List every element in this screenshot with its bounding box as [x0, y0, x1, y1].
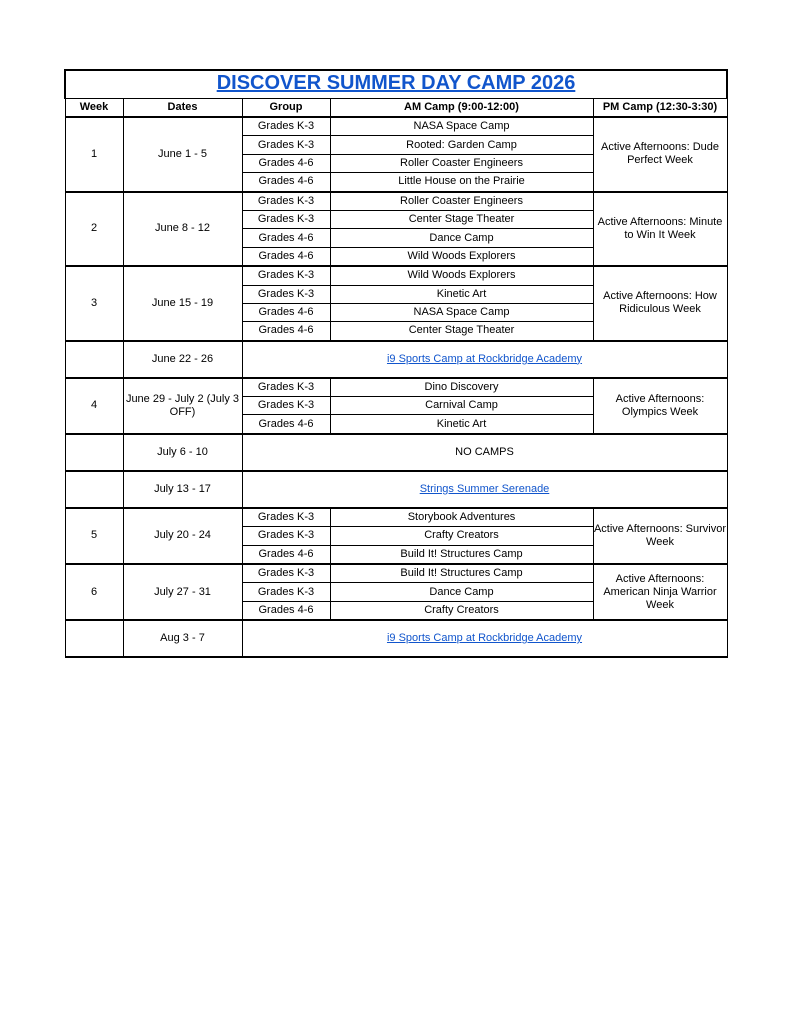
am-camp-name: Carnival Camp [330, 397, 593, 415]
session-group: Grades 4-6 [242, 601, 330, 620]
session-group: Grades 4-6 [242, 154, 330, 172]
session-group: Grades K-3 [242, 117, 330, 136]
session-group: Grades K-3 [242, 210, 330, 228]
session-group: Grades K-3 [242, 508, 330, 527]
am-camp-name: Center Stage Theater [330, 322, 593, 341]
pm-camp-name [593, 192, 727, 267]
week-number: 1 [65, 117, 123, 192]
am-camp-name: Wild Woods Explorers [330, 266, 593, 285]
am-camp-name: Roller Coaster Engineers [330, 192, 593, 211]
week-dates: July 13 - 17 [123, 471, 242, 508]
am-camp-name: Rooted: Garden Camp [330, 136, 593, 154]
session-group: Grades K-3 [242, 564, 330, 583]
session-row [65, 266, 727, 285]
pm-camp-text: Active Afternoons: How Ridiculous Week [603, 290, 717, 316]
week-dates: June 1 - 5 [123, 117, 242, 192]
session-group: Grades 4-6 [242, 415, 330, 434]
special-week-row [65, 341, 727, 378]
session-group: Grades K-3 [242, 192, 330, 211]
week-number [65, 434, 123, 471]
pm-camp-name [593, 564, 727, 620]
pm-camp-name [593, 117, 727, 192]
session-group: Grades K-3 [242, 378, 330, 397]
session-group: Grades 4-6 [242, 173, 330, 192]
special-week-row [65, 434, 727, 471]
session-row [65, 378, 727, 397]
am-camp-name: Kinetic Art [330, 285, 593, 303]
pm-camp-text: Active Afternoons: Minute to Win It Week [597, 215, 723, 241]
header-am-camp: AM Camp (9:00-12:00) [330, 99, 593, 118]
pm-camp-name [593, 508, 727, 564]
special-program-link[interactable]: i9 Sports Camp at Rockbridge Academy [386, 632, 583, 645]
week-number [65, 620, 123, 657]
session-group: Grades K-3 [242, 136, 330, 154]
session-group: Grades K-3 [242, 583, 330, 601]
session-group: Grades K-3 [242, 266, 330, 285]
session-group: Grades 4-6 [242, 545, 330, 564]
am-camp-name: Dance Camp [330, 583, 593, 601]
am-camp-name: Center Stage Theater [330, 210, 593, 228]
pm-camp-text: Active Afternoons: Dude Perfect Week [600, 141, 719, 167]
session-group: Grades K-3 [242, 527, 330, 545]
week-number [65, 341, 123, 378]
title-row [65, 70, 727, 99]
special-program-cell [242, 471, 727, 508]
page-title-link[interactable]: DISCOVER SUMMER DAY CAMP 2026 [216, 71, 576, 94]
week-dates: Aug 3 - 7 [123, 620, 242, 657]
session-group: Grades 4-6 [242, 322, 330, 341]
am-camp-name: Little House on the Prairie [330, 173, 593, 192]
am-camp-name: Build It! Structures Camp [330, 545, 593, 564]
session-group: Grades K-3 [242, 285, 330, 303]
am-camp-name: Build It! Structures Camp [330, 564, 593, 583]
am-camp-name: Storybook Adventures [330, 508, 593, 527]
pm-camp-text: Active Afternoons: Survivor Week [593, 522, 727, 548]
no-camps-label: NO CAMPS [455, 445, 514, 458]
week-number: 3 [65, 266, 123, 341]
week-dates: June 8 - 12 [123, 192, 242, 267]
session-group: Grades K-3 [242, 397, 330, 415]
am-camp-name: Crafty Creators [330, 527, 593, 545]
week-number [65, 471, 123, 508]
session-row [65, 564, 727, 583]
am-camp-name: NASA Space Camp [330, 117, 593, 136]
header-week: Week [65, 99, 123, 118]
week-dates: July 27 - 31 [123, 564, 242, 620]
pm-camp-name [593, 378, 727, 434]
pm-camp-text: Active Afternoons: Olympics Week [615, 392, 705, 418]
week-dates: June 22 - 26 [123, 341, 242, 378]
pm-camp-name [593, 266, 727, 341]
session-group: Grades 4-6 [242, 303, 330, 321]
am-camp-name: Dance Camp [330, 229, 593, 247]
header-dates: Dates [123, 99, 242, 118]
am-camp-name: Roller Coaster Engineers [330, 154, 593, 172]
week-number: 4 [65, 378, 123, 434]
special-program-cell [242, 341, 727, 378]
session-row [65, 508, 727, 527]
week-number: 6 [65, 564, 123, 620]
week-dates: July 20 - 24 [123, 508, 242, 564]
session-group: Grades 4-6 [242, 229, 330, 247]
am-camp-name: Wild Woods Explorers [330, 247, 593, 266]
am-camp-name: Kinetic Art [330, 415, 593, 434]
week-number: 2 [65, 192, 123, 267]
session-row [65, 192, 727, 211]
week-dates: June 29 - July 2 (July 3 OFF) [123, 378, 242, 434]
week-dates: June 15 - 19 [123, 266, 242, 341]
special-program-link[interactable]: Strings Summer Serenade [419, 482, 550, 495]
special-week-row [65, 471, 727, 508]
special-program-cell [242, 620, 727, 657]
header-group: Group [242, 99, 330, 118]
week-dates: July 6 - 10 [123, 434, 242, 471]
session-group: Grades 4-6 [242, 247, 330, 266]
special-program-cell [242, 434, 727, 471]
special-week-row [65, 620, 727, 657]
am-camp-name: NASA Space Camp [330, 303, 593, 321]
am-camp-name: Crafty Creators [330, 601, 593, 620]
schedule-body [65, 117, 727, 657]
pm-camp-text: Active Afternoons: American Ninja Warrior Week [603, 572, 717, 611]
am-camp-name: Dino Discovery [330, 378, 593, 397]
header-row [65, 99, 727, 118]
special-program-link[interactable]: i9 Sports Camp at Rockbridge Academy [386, 352, 583, 365]
session-row [65, 117, 727, 136]
header-pm-camp: PM Camp (12:30-3:30) [593, 99, 727, 118]
week-number: 5 [65, 508, 123, 564]
camp-schedule-table [64, 69, 728, 658]
